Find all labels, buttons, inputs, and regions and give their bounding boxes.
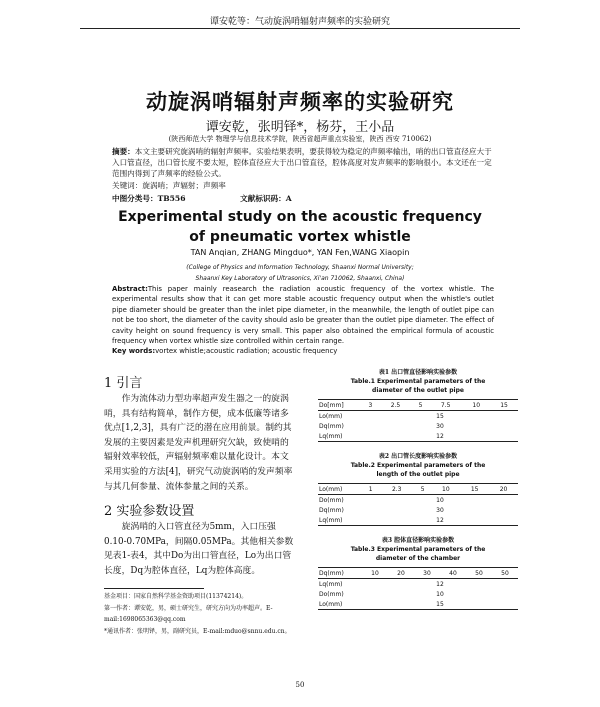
table-cell: 10 <box>462 400 490 411</box>
parameter-table <box>318 399 518 442</box>
table-cell: 10 <box>436 590 444 598</box>
parameter-tables <box>318 368 518 620</box>
table-row <box>318 515 518 526</box>
table-cell: 20 <box>489 484 518 495</box>
table-cell: 5 <box>414 484 431 495</box>
table-row-label: Dq(mm) <box>319 422 344 430</box>
abstract-en-label: Abstract: <box>112 285 148 293</box>
table-row-label: Do(mm) <box>319 496 344 504</box>
table-row <box>318 579 518 590</box>
keywords-en-text: vortex whistle;acoustic radiation; acoustic frequency <box>155 347 338 355</box>
section-2-title: 2 实验参数设置 <box>104 504 195 519</box>
table-cell: 30 <box>414 568 440 579</box>
table-1 <box>318 368 518 442</box>
table-cell: 2.3 <box>379 484 414 495</box>
title-cn: 动旋涡哨辐射声频率的实验研究 <box>146 89 454 114</box>
table-caption-cn: 表1 出口管直径影响实验参数 <box>378 369 458 376</box>
doc-code-value: A <box>285 194 292 203</box>
footnote-funding: 基金项目：国家自然科学基金资助项目(11374214)。 <box>104 593 248 600</box>
keywords-cn-text: 旋涡哨；声辐射；声频率 <box>142 181 226 190</box>
affiliation-en <box>0 262 600 284</box>
table-row <box>318 421 518 431</box>
abstract-cn-text: 本文主要研究旋涡哨的辐射声频率。实验结果表明，要获得较为稳定的声频率输出，哨的出口管直径应大于入口管直径，出口管长度不要太短，腔体直径应大于出口管直径，腔体高度对发声频率的影响很小。本文还在一定范围内得到了声频率的经验公式。 <box>112 147 492 178</box>
table-cell: 20 <box>388 568 414 579</box>
abstract-en-text: This paper mainly reasearch the radiation acoustic frequency of the vortex whistle. The experimental results show that it can get more stable acoustic frequency output when the whistle's outlet pipe diameter should be greater than the inlet pipe diameter, in the meanwhile, the length of outlet pipe can not be too short, the diameter of the cavity should aslo be greater than the outlet pipe diameter. The effect of cavity height on sound frequency is very small. This paper also obtained the empirical formula of acoustic frequency when vortex whistle size controlled within certain range. <box>112 285 494 346</box>
keywords-en-label: Key words: <box>112 347 156 355</box>
parameter-table <box>318 483 518 526</box>
table-row <box>318 599 518 610</box>
header-rule <box>80 28 520 29</box>
table-cell: 10 <box>362 568 388 579</box>
table-cell: 5 <box>412 400 429 411</box>
table-row-label: Lq(mm) <box>319 580 343 588</box>
table-row-label: Lo(mm) <box>318 484 362 495</box>
table-row <box>318 411 518 422</box>
parameter-table <box>318 567 518 610</box>
table-row-label: Dq(mm) <box>319 506 344 514</box>
authors-cn: 谭安乾，张明铎*，杨芬，王小品 <box>205 120 395 135</box>
table-cell: 12 <box>436 580 444 588</box>
footnote-rule <box>104 588 204 589</box>
clc-label: 中图分类号： <box>112 194 158 203</box>
abstract-en <box>112 284 494 346</box>
table-row-label: Dq(mm) <box>318 568 362 579</box>
running-header: 谭安乾等：气动旋涡哨辐射声频率的实验研究 <box>209 17 390 27</box>
table-row <box>318 400 518 411</box>
table-row <box>318 484 518 495</box>
table-cell: 10 <box>431 484 460 495</box>
footnote-corresponding: *通讯作者：张明铎，男，副研究员，E-mail:mduo@snnu.edu.cn。 <box>104 627 291 635</box>
clc-value: TB556 <box>157 194 186 203</box>
table-row-label: Lo(mm) <box>318 599 362 610</box>
table-row-label: Lo(mm) <box>319 412 343 420</box>
table-cell: 7.5 <box>429 400 462 411</box>
table-row <box>318 589 518 599</box>
table-caption-cn: 表2 出口管长度影响实验参数 <box>378 453 458 460</box>
table-row-label: Lq(mm) <box>318 431 362 442</box>
title-en-line1: Experimental study on the acoustic frequency <box>118 209 482 225</box>
table-cell: 30 <box>436 506 444 514</box>
table-cell: 12 <box>362 515 518 526</box>
table-caption-en: Table.2 Experimental parameters of the length of the outlet pipe <box>350 462 486 478</box>
table-cell: 12 <box>362 431 518 442</box>
table-row <box>318 568 518 579</box>
keywords-cn <box>112 180 492 191</box>
authors-en: TAN Anqian, ZHANG Mingduo*, YAN Fen,WANG Xiaopin <box>190 248 410 257</box>
section-2-text: 旋涡哨的入口管直径为5mm，入口压强0.10-0.70MPa，间隔0.05MPa。其他相关参数见表1-表4，其中Do为出口管直径，Lo为出口管长度，Dq为腔体直径，Lq为腔体高度。 <box>104 522 294 576</box>
abstract-cn-label: 摘要： <box>112 147 135 156</box>
title-en <box>0 207 600 247</box>
table-cell: 15 <box>362 599 518 610</box>
table-cell: 50 <box>492 568 518 579</box>
page-number: 50 <box>295 681 305 689</box>
table-row-label: Lq(mm) <box>318 515 362 526</box>
table-cell: 15 <box>436 412 444 420</box>
table-caption-en: Table.3 Experimental parameters of the diameter of the chamber <box>350 546 486 562</box>
table-cell: 15 <box>460 484 489 495</box>
table-caption-en: Table.1 Experimental parameters of the diameter of the outlet pipe <box>350 378 486 394</box>
table-cell: 15 <box>490 400 518 411</box>
table-2 <box>318 452 518 526</box>
table-row <box>318 495 518 506</box>
affiliation-cn: (陕西师范大学 物理学与信息技术学院，陕西省超声重点实验室，陕西 西安 710062) <box>168 135 432 143</box>
table-3 <box>318 536 518 610</box>
table-row-label: Do(mm) <box>319 590 344 598</box>
table-row <box>318 505 518 515</box>
table-cell: 50 <box>466 568 492 579</box>
table-cell: 3 <box>362 400 379 411</box>
table-row-label: Do[mm] <box>318 400 362 411</box>
section-1-text: 作为流体动力型功率超声发生器之一的旋涡哨，具有结构简单，制作方便，成本低廉等诸多优点[1,2,3]，具有广泛的潜在应用前景。制约其发展的主要因素是发声机理研究欠缺，致使哨的辐射效率较低，声辐射频率难以量化设计。本文采用实验的方法[4]，研究气动旋涡哨的发声频率与其几何参量、流体参量之间的关系。 <box>104 394 293 492</box>
classification-row <box>112 193 492 204</box>
section-1-title: 1 引言 <box>104 376 143 391</box>
table-caption-cn: 表3 腔体直径影响实验参数 <box>381 537 455 544</box>
affiliation-en-line2: Shaanxi Key Laboratory of Ultrasonics, Xi'an 710062, Shaanxi, China) <box>195 275 405 282</box>
table-cell: 10 <box>436 496 444 504</box>
abstract-cn <box>112 146 492 179</box>
table-row <box>318 431 518 442</box>
footnotes <box>104 591 304 637</box>
table-cell: 2.5 <box>379 400 412 411</box>
table-cell: 30 <box>436 422 444 430</box>
table-cell: 40 <box>440 568 466 579</box>
title-en-line2: of pneumatic vortex whistle <box>189 229 411 245</box>
doc-code-label: 文献标识码： <box>240 194 286 203</box>
table-cell: 1 <box>362 484 379 495</box>
affiliation-en-line1: (College of Physics and Information Technology, Shaanxi Normal University; <box>186 264 414 271</box>
keywords-cn-label: 关键词： <box>112 181 143 190</box>
footnote-first-author: 第一作者：谭安乾，男，硕士研究生，研究方向为功率超声。E-mail:1698065363@qq.com <box>104 604 273 623</box>
keywords-en <box>112 347 494 355</box>
